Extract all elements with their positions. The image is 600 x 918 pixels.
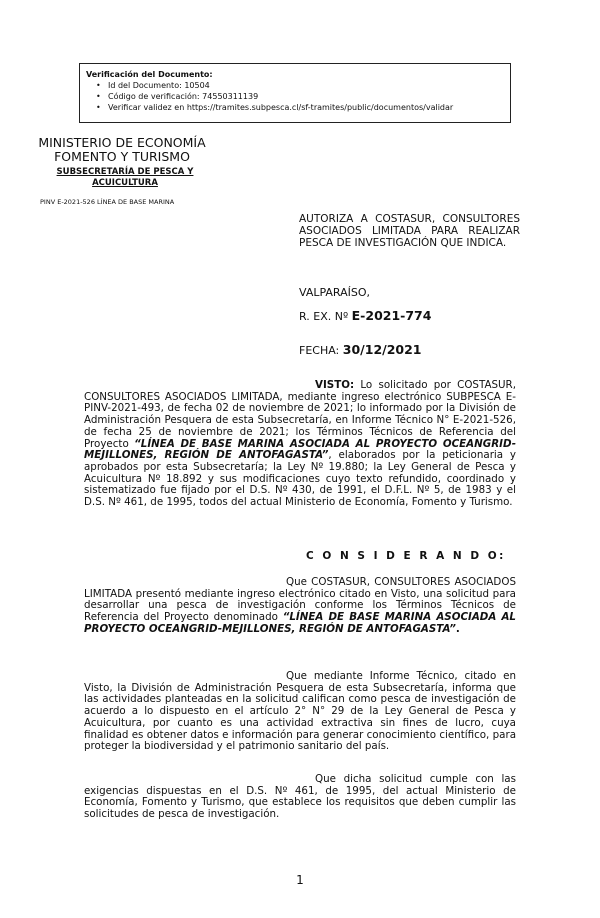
p1-project-title: “LÍNEA DE BASE MARINA ASOCIADA AL PROYECTO OCEANGRID-MEJILLONES, REGIÓN DE ANTOFAGASTA” (84, 611, 516, 635)
verification-code: • Código de verificación: 74550311139 (108, 91, 504, 102)
fecha-value: 30/12/2021 (342, 342, 422, 357)
rex-number: E-2021-774 (351, 308, 432, 323)
ministry-name-line2: FOMENTO Y TURISMO (54, 149, 190, 164)
subsecretaria-name: SUBSECRETARÍA DE PESCA Y ACUICULTURA (56, 167, 194, 188)
verification-list (86, 80, 504, 113)
considerando-paragraph-2: Que mediante Informe Técnico, citado en Visto, la División de Administración Pesquera de esta Subsecretaría, informa que las actividades planteadas en la solicitud califican como pesca de investigación de acuerdo a lo dispuesto en el artículo 2° N° 29 de la Ley General de Pesca y Acuicultura, por cuanto es una actividad extractiva sin fines de lucro, cuya finalidad es obtener datos e información para generar conocimiento científico, para proteger la biodiversidad y el patrimonio sanitario del país. (84, 670, 516, 753)
verification-url[interactable]: • Verificar validez en https://tramites.subpesca.cl/sf-tramites/public/documentos/validar (108, 102, 504, 113)
fecha-label: FECHA: (299, 344, 340, 357)
resolution-number-line (299, 308, 431, 323)
p1-text: Que COSTASUR, CONSULTORES ASOCIADOS LIMITADA presentó mediante ingreso electrónico citado en Visto, una solicitud para desarrollar una pesca de investigación conforme los Términos Técnicos de Referencia del Proyecto denominado (84, 576, 516, 624)
considerando-heading: C O N S I D E R A N D O: (306, 550, 506, 562)
p1-end: . (455, 622, 460, 635)
considerando-paragraph-1 (84, 577, 516, 636)
visto-paragraph (84, 380, 516, 509)
visto-project-title: “LÍNEA DE BASE MARINA ASOCIADA AL PROYECTO OCEANGRID-MEJILLONES, REGIÓN DE ANTOFAGASTA” (84, 437, 516, 462)
visto-text-b: , elaborados por la peticionaria y aprobados por esta Subsecretaría; la Ley Nº 19.880; la Ley General de Pesca y Acuicultura Nº 18.892 y sus modificaciones cuyo texto refundido, coordinado y sistematizado fue fijado por el D.S. Nº 430, de 1991, el D.F.L. Nº 5, de 1983 y el D.S. Nº 461, de 1995, todos del actual Ministerio de Economía, Fomento y Turismo. (84, 449, 516, 509)
resolution-summary: AUTORIZA A COSTASUR, CONSULTORES ASOCIADOS LIMITADA PARA REALIZAR PESCA DE INVESTIGACIÓN QUE INDICA. (299, 213, 520, 249)
page-number: 1 (296, 873, 304, 887)
verification-title: Verificación del Documento: (86, 70, 213, 79)
resolution-place: VALPARAÍSO, (299, 286, 371, 299)
verification-document-id: • Id del Documento: 10504 (108, 80, 504, 91)
pinv-reference: PINV E-2021-526 LÍNEA DE BASE MARINA (40, 198, 175, 206)
verification-box (79, 63, 511, 123)
visto-text-a: Lo solicitado por COSTASUR, CONSULTORES ASOCIADOS LIMITADA, mediante ingreso electrónico SUBPESCA E-PINV-2021-493, de fecha 02 de noviembre de 2021; lo informado por la División de Administración Pesquera de esta Subsecretaría, en Informe Técnico N° E-2021-526, de fecha 25 de noviembre de 2021; los Términos Técnicos de Referencia del Proyecto (84, 379, 516, 450)
considerando-paragraph-3: Que dicha solicitud cumple con las exigencias dispuestas en el D.S. Nº 461, de 1995, del actual Ministerio de Economía, Fomento y Turismo, que establece los requisitos que deben cumplir las solicitudes de pesca de investigación. (84, 773, 516, 821)
rex-label: R. EX. Nº (299, 310, 349, 323)
resolution-date-line (299, 342, 422, 357)
visto-label: VISTO: (315, 379, 355, 391)
ministry-name: MINISTERIO DE ECONOMÍA (38, 135, 206, 150)
